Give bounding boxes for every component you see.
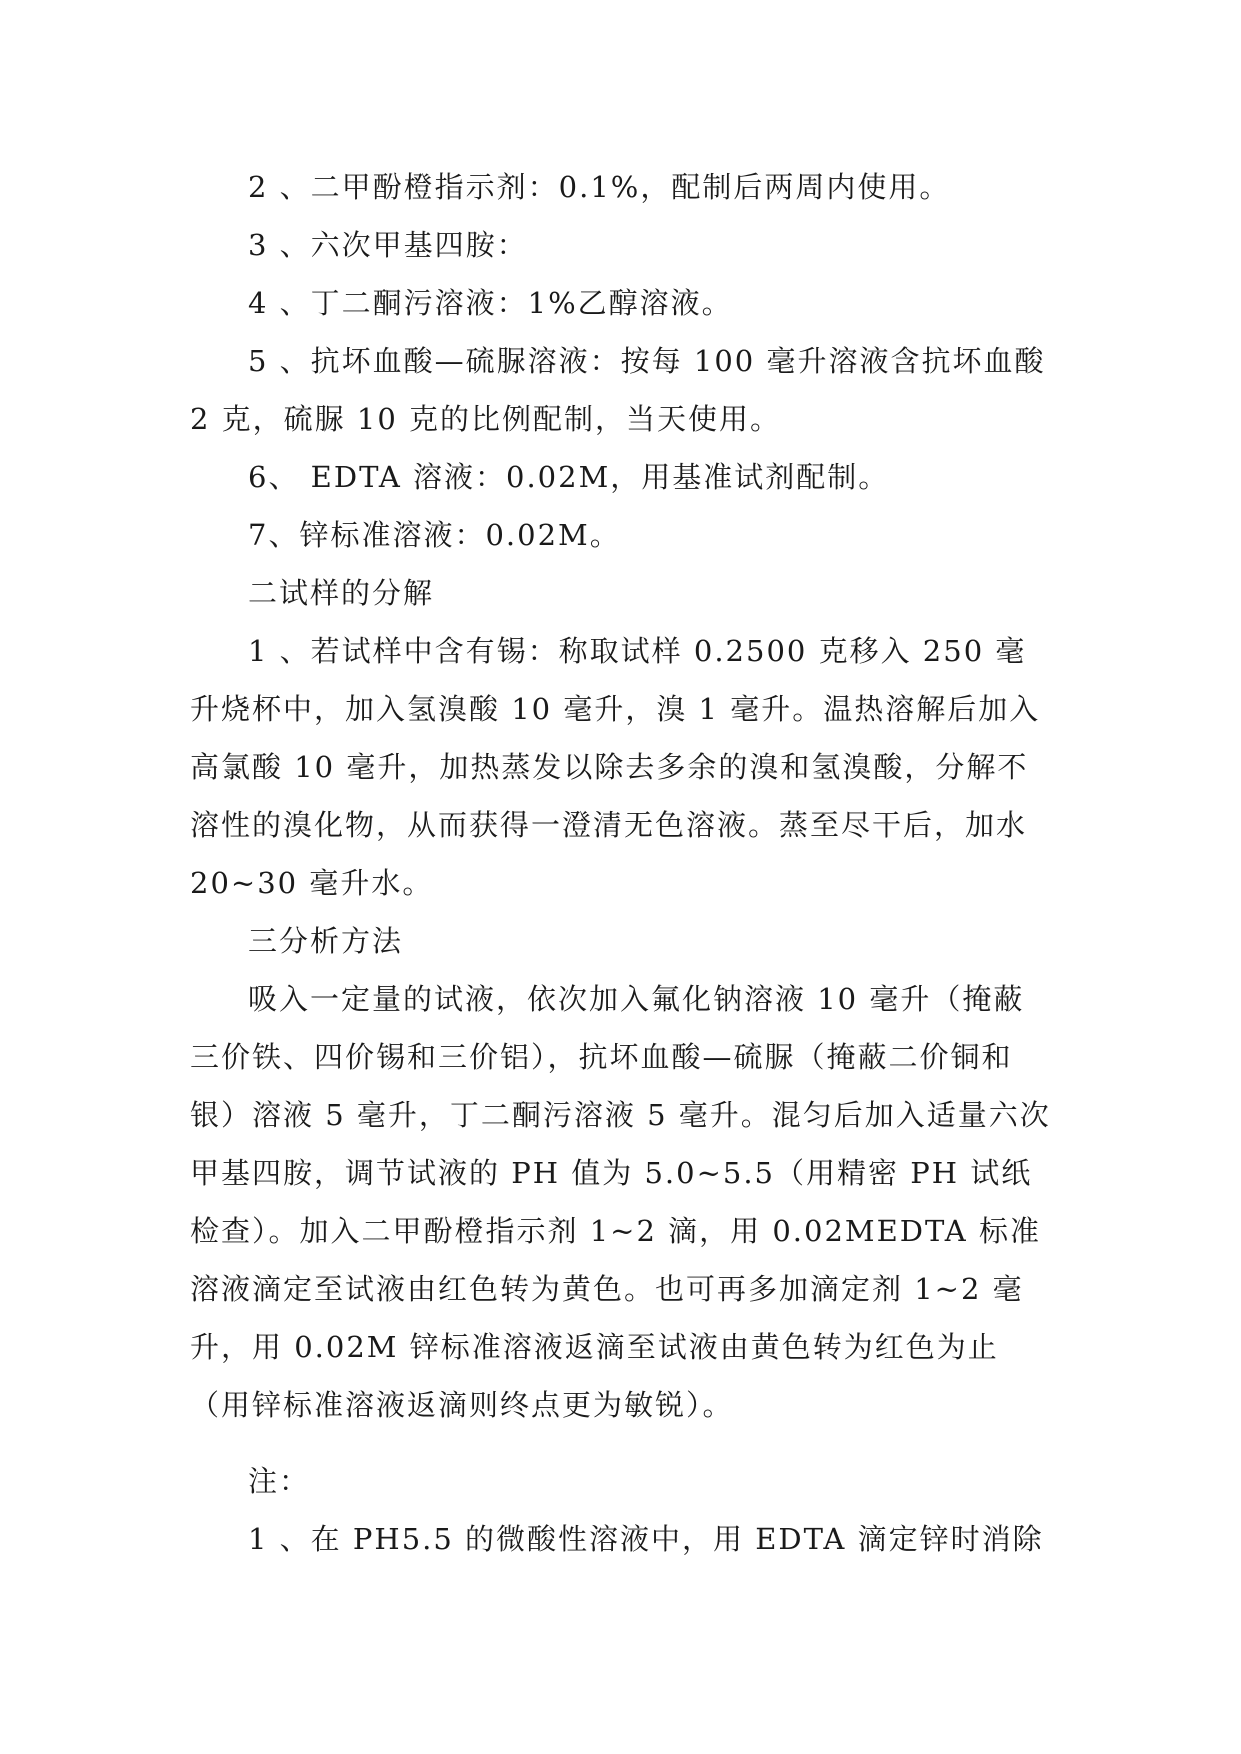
- paragraph-reagent-3: 3 、六次甲基四胺：: [248, 228, 528, 262]
- section-heading-sample-decomposition: 二试样的分解: [248, 576, 435, 610]
- paragraph-reagent-2: 2 、二甲酚橙指示剂：0.1%，配制后两周内使用。: [248, 170, 951, 204]
- paragraph-reagent-5: 5 、抗坏血酸—硫脲溶液：按每 100 毫升溶液含抗坏血酸 2 克，硫脲 10 克的比例配制，当天使用。: [190, 344, 1057, 436]
- paragraph-note-1: 1 、在 PH5.5 的微酸性溶液中，用 EDTA 滴定锌时消除: [248, 1522, 1044, 1556]
- paragraph-analysis-procedure: 吸入一定量的试液，依次加入氟化钠溶液 10 毫升（掩蔽三价铁、四价锡和三价铝），抗坏血酸—硫脲（掩蔽二价铜和银）溶液 5 毫升，丁二酮污溶液 5 毫升。混匀后加入适量六次甲基四胺，调节试液的 PH 值为 5.0~5.5（用精密 PH 试纸检查）。加入二甲酚橙指示剂 1~2 滴，用 0.02MEDTA 标准溶液滴定至试液由红色转为黄色。也可再多加滴定剂 1~2 毫升，用 0.02M 锌标准溶液返滴至试液由黄色转为红色为止（用锌标准溶液返滴则终点更为敏锐）。: [190, 982, 1051, 1422]
- paragraph-reagent-7: 7、锌标准溶液：0.02M。: [248, 518, 621, 552]
- paragraph-decomposition-1: 1 、若试样中含有锡：称取试样 0.2500 克移入 250 毫升烧杯中，加入氢溴酸 10 毫升，溴 1 毫升。温热溶解后加入高氯酸 10 毫升，加热蒸发以除去多余的溴和氢溴酸，分解不溶性的溴化物，从而获得一澄清无色溶液。蒸至尽干后，加水 20~30 毫升水。: [190, 634, 1041, 900]
- paragraph-reagent-6: 6、 EDTA 溶液：0.02M，用基准试剂配制。: [248, 460, 890, 494]
- note-heading: 注：: [248, 1464, 311, 1498]
- paragraph-reagent-4: 4 、丁二酮污溶液：1%乙醇溶液。: [248, 286, 733, 320]
- section-heading-analysis-method: 三分析方法: [248, 924, 404, 958]
